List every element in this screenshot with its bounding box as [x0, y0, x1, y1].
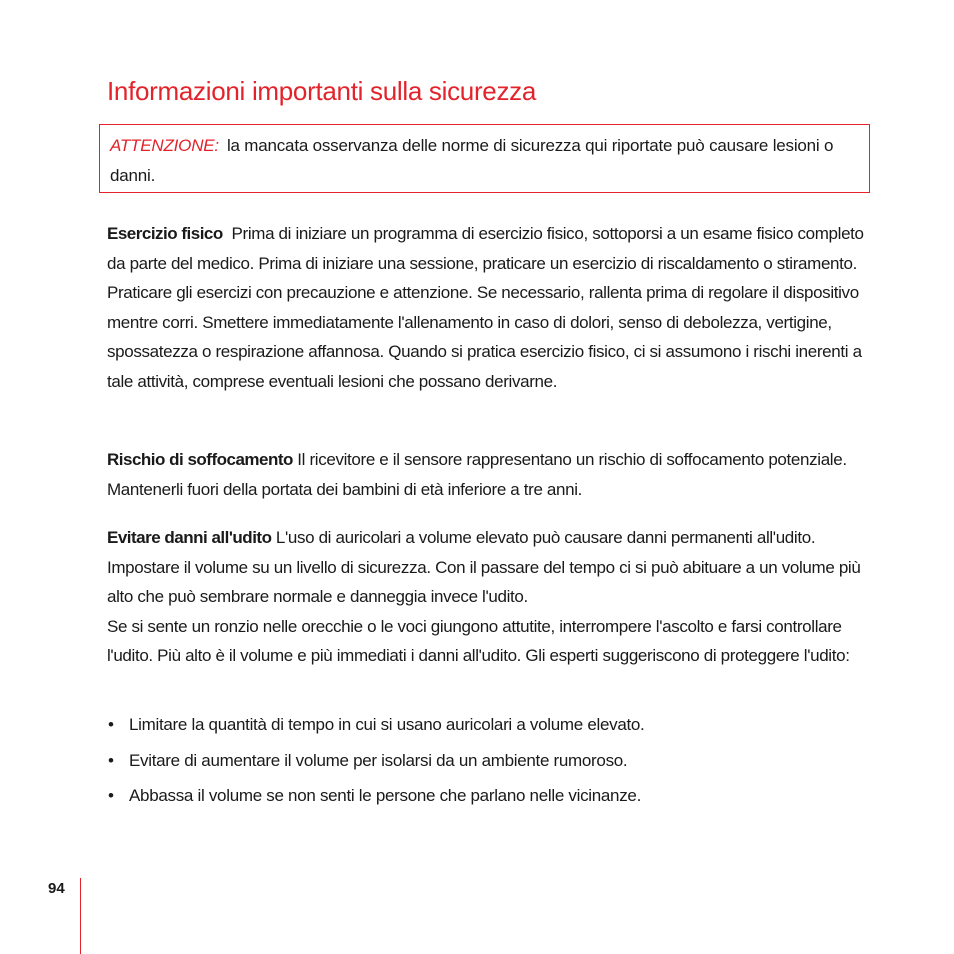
section-heading-exercise: Esercizio fisico: [107, 224, 223, 243]
section-heading-choking: Rischio di soffocamento: [107, 450, 293, 469]
page-number: 94: [48, 880, 65, 897]
bullet-icon: •: [108, 750, 114, 770]
page-title: Informazioni importanti sulla sicurezza: [107, 76, 537, 106]
section-hearing: [107, 523, 877, 671]
list-item: [107, 746, 877, 782]
section-text-hearing: L'uso di auricolari a volume elevato può causare danni permanenti all'udito. Impostare il volume su un livello di sicurezza. Con il passare del tempo ci si può abituare a un volume più alto che può sembrare normale e danneggia invece l'udito.: [107, 528, 861, 607]
hearing-tips-list: [107, 710, 877, 817]
section-heading-hearing: Evitare danni all'udito: [107, 528, 272, 547]
list-item-text: Abbassa il volume se non senti le persone che parlano nelle vicinanze.: [129, 786, 641, 805]
bullet-icon: •: [108, 786, 114, 805]
section-choking: [107, 445, 877, 504]
section-exercise: [107, 219, 877, 397]
warning-text: la mancata osservanza delle norme di sicurezza qui riportate può causare lesioni o danni.: [110, 136, 834, 185]
section-text-hearing-continued: Se si sente un ronzio nelle orecchie o le voci giungono attutite, interrompere l'ascolto e farsi controllare l'udito. Più alto è il volume e più immediati i danni all'udito. Gli esperti suggeriscono di proteggere l'udito:: [107, 616, 850, 666]
section-text-exercise: Prima di iniziare un programma di esercizio fisico, sottoporsi a un esame fisico completo da parte del medico. Prima di iniziare una sessione, praticare un esercizio di riscaldamento o stiramento. Praticare gli esercizi con precauzione e attenzione. Se necessario, rallenta prima di regolare il dispositivo mentre corri. Smettere immediatamente l'allenamento in caso di dolori, senso di debolezza, vertigine, spossatezza o respirazione affannosa. Quando si pratica esercizio fisico, ci si assumono i rischi inerenti a tale attività, comprese eventuali lesioni che possano derivarne.: [107, 224, 864, 391]
list-item-text: Limitare la quantità di tempo in cui si usano auricolari a volume elevato.: [129, 715, 645, 734]
section-text-choking: Il ricevitore e il sensore rappresentano un rischio di soffocamento potenziale. Mantenerli fuori della portata dei bambini di età inferiore a tre anni.: [107, 450, 847, 499]
page-margin-rule: [80, 878, 81, 954]
bullet-icon: •: [108, 715, 114, 734]
warning-box: [99, 124, 870, 193]
warning-label: ATTENZIONE:: [110, 136, 219, 155]
list-item: [107, 781, 877, 817]
list-item: [107, 710, 877, 746]
list-item-text: Evitare di aumentare il volume per isolarsi da un ambiente rumoroso.: [129, 750, 628, 770]
